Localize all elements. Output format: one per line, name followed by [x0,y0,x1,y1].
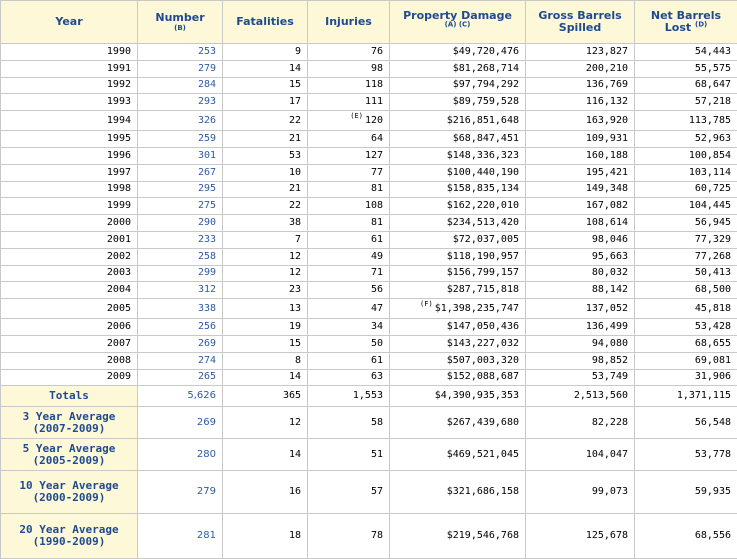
table-row [1,215,737,232]
table-row [1,111,737,131]
average-row [1,471,737,514]
property-damage-cell: $72,037,005 [390,231,526,248]
incident-count-link[interactable]: 326 [138,111,223,131]
average-property-damage: $469,521,045 [390,439,526,471]
net-barrels-cell: 103,114 [635,164,737,181]
injuries-footnote: (E) [350,112,363,120]
incident-count-link[interactable]: 267 [138,164,223,181]
table-row [1,248,737,265]
year-cell: 2007 [1,335,138,352]
property-damage-cell: $81,268,714 [390,60,526,77]
gross-barrels-cell: 95,663 [526,248,635,265]
property-damage-cell: $156,799,157 [390,265,526,282]
property-damage-cell: $234,513,420 [390,215,526,232]
gross-barrels-cell: 109,931 [526,131,635,148]
net-barrels-cell: 68,500 [635,282,737,299]
net-barrels-header[interactable]: Net Barrels Lost $^{(D)}$ [635,1,737,44]
fatalities-cell: 17 [223,94,308,111]
average-gross-barrels: 82,228 [526,407,635,439]
average-label: 10 Year Average (2000-2009) [1,471,138,514]
table-row [1,231,737,248]
gross-barrels-cell: 149,348 [526,181,635,198]
net-barrels-header-note: (D) [695,20,707,28]
injuries-cell: 64 [308,131,390,148]
average-count-link[interactable]: 281 [138,514,223,559]
incident-count-link[interactable]: 299 [138,265,223,282]
injuries-cell: 98 [308,60,390,77]
year-cell: 2009 [1,369,138,386]
average-injuries: 58 [308,407,390,439]
fatalities-cell: 10 [223,164,308,181]
average-row [1,514,737,559]
property-damage-cell: $216,851,648 [390,111,526,131]
total-injuries: 1,553 [308,386,390,407]
incident-count-link[interactable]: 275 [138,198,223,215]
fatalities-cell: 12 [223,248,308,265]
net-barrels-cell: 77,329 [635,231,737,248]
net-barrels-cell: 104,445 [635,198,737,215]
year-cell: 2001 [1,231,138,248]
table-row [1,319,737,336]
injuries-cell: 111 [308,94,390,111]
average-gross-barrels: 104,047 [526,439,635,471]
net-barrels-cell: 57,218 [635,94,737,111]
injuries-cell: $^{(E)}$ 120 [308,111,390,131]
property-damage-cell: $507,003,320 [390,352,526,369]
net-barrels-cell: 68,655 [635,335,737,352]
gross-barrels-cell: 116,132 [526,94,635,111]
gross-barrels-cell: 98,852 [526,352,635,369]
property-damage-cell: $68,847,451 [390,131,526,148]
gross-barrels-cell: 80,032 [526,265,635,282]
table-row [1,94,737,111]
net-barrels-cell: 60,725 [635,181,737,198]
fatalities-cell: 38 [223,215,308,232]
average-count-link[interactable]: 279 [138,471,223,514]
property-damage-cell: $152,088,687 [390,369,526,386]
year-cell: 2005 [1,299,138,319]
table-row [1,299,737,319]
fatalities-cell: 21 [223,181,308,198]
table-row [1,198,737,215]
fatalities-cell: 12 [223,265,308,282]
year-cell: 2002 [1,248,138,265]
table-row [1,282,737,299]
average-fatalities: 12 [223,407,308,439]
injuries-cell: 61 [308,352,390,369]
totals-row [1,386,737,407]
year-cell: 1991 [1,60,138,77]
year-cell: 2004 [1,282,138,299]
incident-count-link[interactable]: 284 [138,77,223,94]
property-damage-cell: $100,440,190 [390,164,526,181]
property-damage-cell: $49,720,476 [390,44,526,61]
average-gross-barrels: 99,073 [526,471,635,514]
gross-barrels-cell: 108,614 [526,215,635,232]
gross-barrels-cell: 94,080 [526,335,635,352]
table-row [1,77,737,94]
average-property-damage: $267,439,680 [390,407,526,439]
property-damage-cell: $118,190,957 [390,248,526,265]
injuries-header[interactable]: Injuries [308,1,390,44]
average-property-damage: $321,686,158 [390,471,526,514]
year-cell: 1990 [1,44,138,61]
table-row [1,147,737,164]
injuries-cell: 81 [308,181,390,198]
injuries-cell: 127 [308,147,390,164]
table-row [1,44,737,61]
average-net-barrels: 56,548 [635,407,737,439]
injuries-cell: 71 [308,265,390,282]
property-damage-cell: $97,794,292 [390,77,526,94]
average-injuries: 51 [308,439,390,471]
incident-count-link[interactable]: 295 [138,181,223,198]
property-damage-cell: $89,759,528 [390,94,526,111]
incident-count-link[interactable]: 338 [138,299,223,319]
average-net-barrels: 59,935 [635,471,737,514]
average-injuries: 57 [308,471,390,514]
injuries-cell: 81 [308,215,390,232]
property-damage-cell: $287,715,818 [390,282,526,299]
gross-barrels-header[interactable]: Gross Barrels Spilled [526,1,635,44]
gross-barrels-cell: 88,142 [526,282,635,299]
gross-barrels-cell: 123,827 [526,44,635,61]
fatalities-cell: 8 [223,352,308,369]
incident-count-link[interactable]: 265 [138,369,223,386]
year-cell: 1994 [1,111,138,131]
gross-barrels-cell: 200,210 [526,60,635,77]
property-damage-footnote: (F) [420,300,433,308]
header-row [1,1,737,44]
gross-barrels-cell: 160,188 [526,147,635,164]
property-damage-cell: $143,227,032 [390,335,526,352]
year-header[interactable]: Year [1,1,138,44]
injuries-cell: 56 [308,282,390,299]
year-cell: 2003 [1,265,138,282]
net-barrels-cell: 53,428 [635,319,737,336]
net-barrels-cell: 54,443 [635,44,737,61]
incident-count-link[interactable]: 253 [138,44,223,61]
table-row [1,369,737,386]
injuries-cell: 61 [308,231,390,248]
average-row [1,407,737,439]
gross-barrels-cell: 195,421 [526,164,635,181]
average-net-barrels: 53,778 [635,439,737,471]
fatalities-cell: 13 [223,299,308,319]
gross-barrels-cell: 53,749 [526,369,635,386]
table-row [1,60,737,77]
total-property-damage: $4,390,935,353 [390,386,526,407]
year-cell: 1995 [1,131,138,148]
fatalities-cell: 22 [223,111,308,131]
average-count-link[interactable]: 269 [138,407,223,439]
injuries-cell: 50 [308,335,390,352]
average-fatalities: 18 [223,514,308,559]
net-barrels-cell: 69,081 [635,352,737,369]
incident-count-link[interactable]: 301 [138,147,223,164]
totals-label: Totals [1,386,138,407]
average-label: 3 Year Average (2007-2009) [1,407,138,439]
property-damage-cell: $148,336,323 [390,147,526,164]
fatalities-cell: 14 [223,60,308,77]
incident-count-link[interactable]: 269 [138,335,223,352]
fatalities-cell: 22 [223,198,308,215]
net-barrels-cell: 50,413 [635,265,737,282]
fatalities-cell: 9 [223,44,308,61]
net-barrels-cell: 56,945 [635,215,737,232]
year-cell: 2008 [1,352,138,369]
incident-count-link[interactable]: 293 [138,94,223,111]
gross-barrels-cell: 136,499 [526,319,635,336]
average-row [1,439,737,471]
fatalities-cell: 14 [223,369,308,386]
incident-count-link[interactable]: 256 [138,319,223,336]
number-header-note: (B) [144,24,216,32]
year-cell: 1993 [1,94,138,111]
property-damage-cell: $^{(F)}$ $1,398,235,747 [390,299,526,319]
property-damage-cell: $147,050,436 [390,319,526,336]
year-cell: 1998 [1,181,138,198]
year-cell: 1997 [1,164,138,181]
year-cell: 1996 [1,147,138,164]
injuries-cell: 118 [308,77,390,94]
year-cell: 1999 [1,198,138,215]
average-fatalities: 14 [223,439,308,471]
table-row [1,131,737,148]
year-cell: 2000 [1,215,138,232]
total-fatalities: 365 [223,386,308,407]
table-row [1,335,737,352]
injuries-cell: 108 [308,198,390,215]
average-label: 5 Year Average (2005-2009) [1,439,138,471]
injuries-cell: 77 [308,164,390,181]
injuries-cell: 47 [308,299,390,319]
injuries-cell: 49 [308,248,390,265]
gross-barrels-cell: 137,052 [526,299,635,319]
total-count-link[interactable]: 5,626 [138,386,223,407]
incident-count-link[interactable]: 274 [138,352,223,369]
total-gross-barrels: 2,513,560 [526,386,635,407]
net-barrels-cell: 31,906 [635,369,737,386]
year-cell: 1992 [1,77,138,94]
gross-barrels-cell: 163,920 [526,111,635,131]
net-barrels-cell: 52,963 [635,131,737,148]
injuries-cell: 63 [308,369,390,386]
gross-barrels-cell: 136,769 [526,77,635,94]
fatalities-cell: 15 [223,77,308,94]
gross-barrels-cell: 98,046 [526,231,635,248]
table-row [1,265,737,282]
total-net-barrels: 1,371,115 [635,386,737,407]
incident-count-link[interactable]: 290 [138,215,223,232]
table-row [1,352,737,369]
average-property-damage: $219,546,768 [390,514,526,559]
net-barrels-cell: 45,818 [635,299,737,319]
number-header[interactable]: Number (B) [138,1,223,44]
average-label: 20 Year Average (1990-2009) [1,514,138,559]
fatalities-header[interactable]: Fatalities [223,1,308,44]
year-cell: 2006 [1,319,138,336]
injuries-cell: 76 [308,44,390,61]
average-count-link[interactable]: 280 [138,439,223,471]
property-damage-cell: $162,220,010 [390,198,526,215]
average-injuries: 78 [308,514,390,559]
incident-count-link[interactable]: 259 [138,131,223,148]
fatalities-cell: 15 [223,335,308,352]
net-barrels-cell: 68,647 [635,77,737,94]
incident-count-link[interactable]: 312 [138,282,223,299]
incident-count-link[interactable]: 279 [138,60,223,77]
fatalities-cell: 19 [223,319,308,336]
average-net-barrels: 68,556 [635,514,737,559]
property-damage-cell: $158,835,134 [390,181,526,198]
fatalities-cell: 21 [223,131,308,148]
net-barrels-cell: 77,268 [635,248,737,265]
net-barrels-cell: 55,575 [635,60,737,77]
property-damage-header[interactable]: Property Damage $^{(A) (C)}$ [390,1,526,44]
net-barrels-cell: 100,854 [635,147,737,164]
table-row [1,181,737,198]
average-gross-barrels: 125,678 [526,514,635,559]
property-damage-header-note: (A) (C) [445,20,471,28]
gross-barrels-cell: 167,082 [526,198,635,215]
injuries-cell: 34 [308,319,390,336]
fatalities-cell: 7 [223,231,308,248]
table-row [1,164,737,181]
incident-count-link[interactable]: 233 [138,231,223,248]
fatalities-cell: 53 [223,147,308,164]
average-fatalities: 16 [223,471,308,514]
net-barrels-cell: 113,785 [635,111,737,131]
fatalities-cell: 23 [223,282,308,299]
incident-count-link[interactable]: 258 [138,248,223,265]
